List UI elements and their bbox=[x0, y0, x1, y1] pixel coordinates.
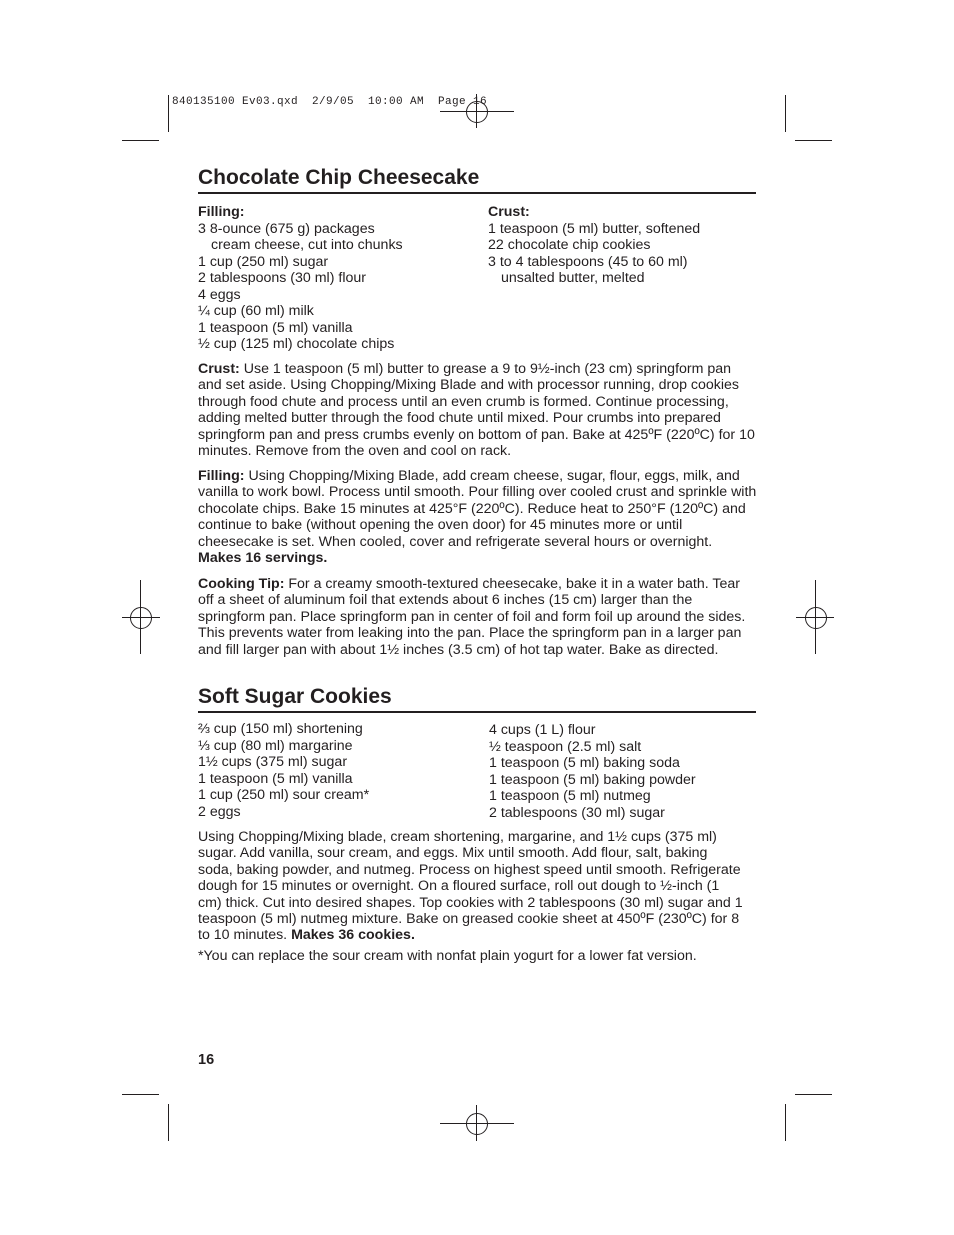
recipe-title: Chocolate Chip Cheesecake bbox=[198, 166, 756, 194]
crop-mark bbox=[122, 1094, 159, 1095]
cookie-ingredients-left bbox=[198, 721, 369, 820]
ingredient: 1 teaspoon (5 ml) vanilla bbox=[198, 770, 353, 787]
filling-directions: Filling: Using Chopping/Mixing Blade, add cream cheese, sugar, flour, eggs, milk, and vanilla to work bowl. Process until smooth. Pour filling over cooled crust and sprinkle with chocolate chips. Bake 15 minutes at 425°F (220ºC). Reduce heat to 250°F (120ºC) and continue to bake (without opening the oven door) for 45 minutes more or until cheesecake is set. When cooled, cover and refrigerate several hours or overnight. Makes 16 servings. bbox=[198, 468, 757, 567]
section-label: Filling: bbox=[198, 204, 245, 220]
ingredient: ½ cup (125 ml) chocolate chips bbox=[198, 336, 395, 352]
ingredient: 1 teaspoon (5 ml) nutmeg bbox=[489, 788, 651, 804]
ingredient: 1 teaspoon (5 ml) baking powder bbox=[489, 771, 696, 788]
recipe-title: Soft Sugar Cookies bbox=[198, 685, 756, 713]
crop-mark bbox=[122, 140, 159, 141]
cooking-tip: Cooking Tip: For a creamy smooth-textured cheesecake, bake it in a water bath. Tear off a sheet of aluminum foil that extends about 6 inches (15 cm) larger than the springform pan. Place springform pan in center of foil and form foil up around the sides. This prevents water from leaking into the pan. Place the springform pan in a larger pan and fill larger pan with about 1½ inches (3.5 cm) of hot tap water. Bake as directed. bbox=[198, 576, 746, 658]
crop-mark bbox=[795, 140, 832, 141]
filling-ingredients bbox=[198, 204, 403, 353]
ingredient: 2 tablespoons (30 ml) sugar bbox=[489, 804, 665, 821]
footnote: *You can replace the sour cream with nonfat plain yogurt for a lower fat version. bbox=[198, 948, 697, 964]
ingredient: 3 8-ounce (675 g) packages bbox=[198, 220, 375, 237]
ingredient: unsalted butter, melted bbox=[501, 270, 645, 286]
ingredient: 2 tablespoons (30 ml) flour bbox=[198, 270, 366, 286]
crust-ingredients bbox=[488, 204, 700, 287]
page-number: 16 bbox=[198, 1052, 215, 1068]
crop-mark bbox=[168, 95, 169, 132]
ingredient: 22 chocolate chip cookies bbox=[488, 237, 651, 253]
ingredient: 2 eggs bbox=[198, 803, 241, 820]
ingredient: cream cheese, cut into chunks bbox=[211, 237, 403, 253]
cookie-directions: Using Chopping/Mixing blade, cream shortening, margarine, and 1½ cups (375 ml) sugar. Add vanilla, sour cream, and eggs. Mix until smooth. Add flour, salt, baking soda, baking powder, and nutmeg. Process on highest speed until smooth. Refrigerate dough for 15 minutes or overnight. On a floured surface, roll out dough to ½-inch (1 cm) thick. Cut into desired shapes. Top cookies with 2 tablespoons (30 ml) sugar and 1 teaspoon (5 ml) nutmeg mixture. Bake on greased cookie sheet at 450ºF (230ºC) for 8 to 10 minutes. Makes 36 cookies. bbox=[198, 829, 743, 944]
file-slug: 840135100 Ev03.qxd 2/9/05 10:00 AM Page 16 bbox=[172, 96, 488, 108]
ingredient: 4 eggs bbox=[198, 286, 241, 303]
ingredient: ¼ cup (60 ml) milk bbox=[198, 303, 314, 319]
ingredient: 1 cup (250 ml) sugar bbox=[198, 253, 329, 270]
crop-mark bbox=[795, 1094, 832, 1095]
ingredient: 1 teaspoon (5 ml) vanilla bbox=[198, 319, 353, 336]
cookie-ingredients-right bbox=[489, 722, 696, 821]
ingredient: ½ teaspoon (2.5 ml) salt bbox=[489, 738, 642, 755]
ingredient: 1 teaspoon (5 ml) butter, softened bbox=[488, 220, 701, 237]
ingredient: ⅓ cup (80 ml) margarine bbox=[198, 737, 353, 754]
ingredient: 1 teaspoon (5 ml) baking soda bbox=[489, 755, 680, 771]
ingredient: 1 cup (250 ml) sour cream* bbox=[198, 787, 370, 803]
section-label: Crust: bbox=[488, 204, 530, 220]
ingredient: ⅔ cup (150 ml) shortening bbox=[198, 721, 363, 737]
ingredient: 4 cups (1 L) flour bbox=[489, 722, 596, 738]
ingredient: 3 to 4 tablespoons (45 to 60 ml) bbox=[488, 253, 688, 270]
ingredient: 1½ cups (375 ml) sugar bbox=[198, 754, 348, 770]
crop-mark bbox=[785, 1104, 786, 1141]
crop-mark bbox=[168, 1104, 169, 1141]
crust-directions: Crust: Use 1 teaspoon (5 ml) butter to grease a 9 to 9½-inch (23 cm) springform pan and set aside. Using Chopping/Mixing Blade and with processor running, drop cookies through food chute and process until an even crumb is formed. Continue processing, adding melted butter through the food chute until mixed. Pour crumbs into prepared springform pan and press crumbs evenly on bottom of pan. Bake at 425ºF (220ºC) for 10 minutes. Remove from the oven and cool on rack. bbox=[198, 361, 755, 460]
crop-mark bbox=[785, 95, 786, 132]
